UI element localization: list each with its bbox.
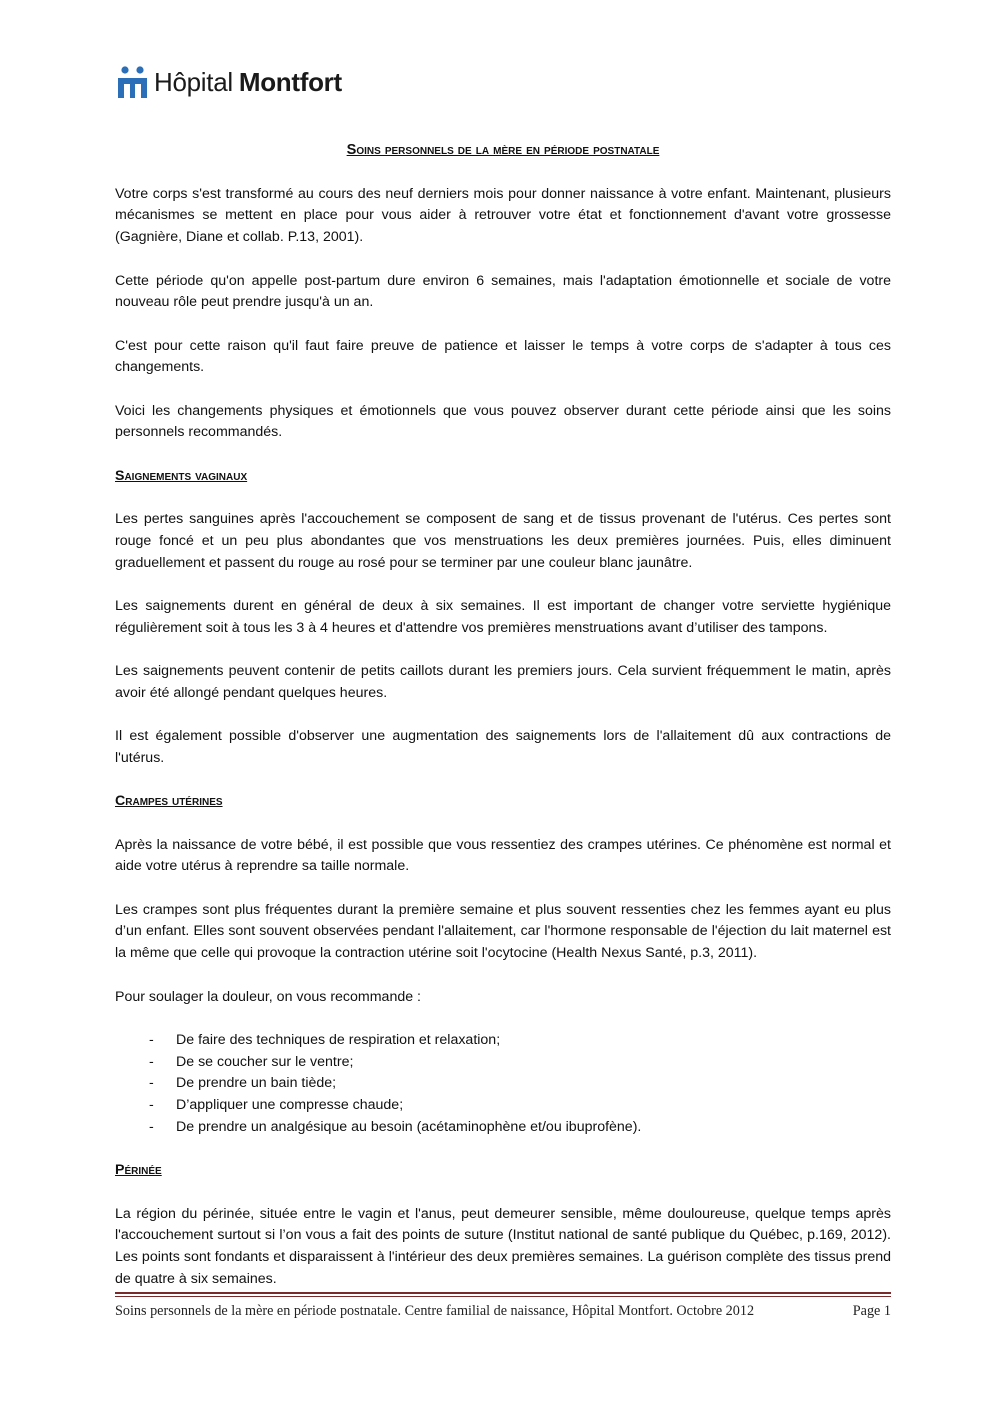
section-paragraph: Les crampes sont plus fréquentes durant la première semaine et plus souvent ressenties chez les femmes ayant eu plus d’un enfant. Elles sont souvent observées pendant l'allaitement, car l'hormone responsable de l'éjection du lait maternel est la même que celle qui provoque la contraction utérine soit l'ocytocine (Health Nexus Santé, p.3, 2011). bbox=[115, 901, 891, 962]
logo-name-light: Hôpital bbox=[154, 67, 233, 97]
list-item bbox=[115, 1117, 891, 1139]
page-number: Page 1 bbox=[852, 1303, 891, 1319]
section-heading-crampes: Crampes utérines bbox=[115, 793, 223, 810]
list-item bbox=[115, 1073, 891, 1095]
logo-mark-icon bbox=[116, 66, 150, 98]
section-paragraph: Les saignements durent en général de deux à six semaines. Il est important de changer votre serviette hygiénique régulièrement soit à tous les 3 à 4 heures et d'attendre vos premières menstruations avant d’utiliser des tampons. bbox=[115, 597, 891, 636]
list-item-text: D’appliquer une compresse chaude; bbox=[176, 1097, 404, 1114]
bullet-dash-icon: - bbox=[149, 1118, 154, 1135]
logo-name-bold: Montfort bbox=[238, 67, 342, 97]
hospital-logo bbox=[116, 62, 342, 102]
list-item bbox=[115, 1095, 891, 1117]
intro-paragraph: Votre corps s'est transformé au cours des neuf derniers mois pour donner naissance à votre enfant. Maintenant, plusieurs mécanismes se mettent en place pour vous aider à retrouver votre état et fonctionnement d'avant votre grossesse (Gagnière, Diane et collab. P.13, 2001). bbox=[115, 185, 891, 246]
list-item-text: De prendre un bain tiède; bbox=[176, 1075, 337, 1092]
section-paragraph: Les pertes sanguines après l'accouchement se composent de sang et de tissus provenant de l'utérus. Ces pertes sont rouge foncé et un peu plus abondantes que vos menstruations les deux premières journées. Puis, elles diminuent graduellement et passent du rouge au rosé pour se terminer par une couleur blanc jaunâtre. bbox=[115, 511, 891, 571]
bullet-dash-icon: - bbox=[149, 1053, 154, 1070]
relief-list bbox=[115, 1030, 891, 1139]
section-paragraph: Pour soulager la douleur, on vous recommande : bbox=[115, 988, 422, 1005]
bullet-dash-icon: - bbox=[149, 1031, 154, 1048]
footer-rule bbox=[115, 1292, 891, 1294]
footer-text: Soins personnels de la mère en période postnatale. Centre familial de naissance, Hôpital Montfort. Octobre 2012 bbox=[115, 1303, 755, 1319]
list-item bbox=[115, 1052, 891, 1074]
section-paragraph: Les saignements peuvent contenir de petits caillots durant les premiers jours. Cela survient fréquemment le matin, après avoir été allongé pendant quelques heures. bbox=[115, 663, 891, 701]
document-body bbox=[115, 140, 891, 1312]
list-item-text: De prendre un analgésique au besoin (acétaminophène et/ou ibuprofène). bbox=[176, 1118, 642, 1135]
list-item-text: De faire des techniques de respiration et relaxation; bbox=[176, 1031, 501, 1048]
logo-wordmark bbox=[154, 69, 342, 95]
section-heading-perinee: Périnée bbox=[115, 1162, 162, 1179]
intro-paragraph: Cette période qu'on appelle post-partum dure environ 6 semaines, mais l'adaptation émotionnelle et sociale de votre nouveau rôle peut prendre jusqu'à un an. bbox=[115, 272, 891, 311]
intro-paragraph: Voici les changements physiques et émotionnels que vous pouvez observer durant cette période ainsi que les soins personnels recommandés. bbox=[115, 402, 891, 441]
bullet-dash-icon: - bbox=[149, 1097, 154, 1114]
section-paragraph: Après la naissance de votre bébé, il est possible que vous ressentiez des crampes utérines. Ce phénomène est normal et aide votre utérus à reprendre sa taille normale. bbox=[115, 836, 891, 875]
list-item-text: De se coucher sur le ventre; bbox=[176, 1053, 354, 1070]
section-paragraph: La région du périnée, située entre le vagin et l'anus, peut demeurer sensible, même douloureuse, quelque temps après l'accouchement surtout si l’on vous a fait des points de suture (Institut national de santé publique du Québec, p.169, 2012). Les points sont fondants et disparaissent à l'intérieur des deux premières semaines. La guérison complète des tissus prend de quatre à six semaines. bbox=[115, 1205, 891, 1287]
footer-rule bbox=[115, 1296, 891, 1297]
intro-paragraph: C'est pour cette raison qu'il faut faire preuve de patience et laisser le temps à votre corps de s'adapter à tous ces changements. bbox=[115, 337, 891, 376]
page-footer bbox=[115, 1303, 891, 1320]
section-heading-saignements: Saignements vaginaux bbox=[115, 467, 248, 484]
document-title: Soins personnels de la mère en période postnatale bbox=[346, 142, 660, 158]
section-paragraph: Il est également possible d'observer une augmentation des saignements lors de l'allaitement dû aux contractions de l'utérus. bbox=[115, 728, 891, 766]
list-item bbox=[115, 1030, 891, 1052]
bullet-dash-icon: - bbox=[149, 1075, 154, 1092]
